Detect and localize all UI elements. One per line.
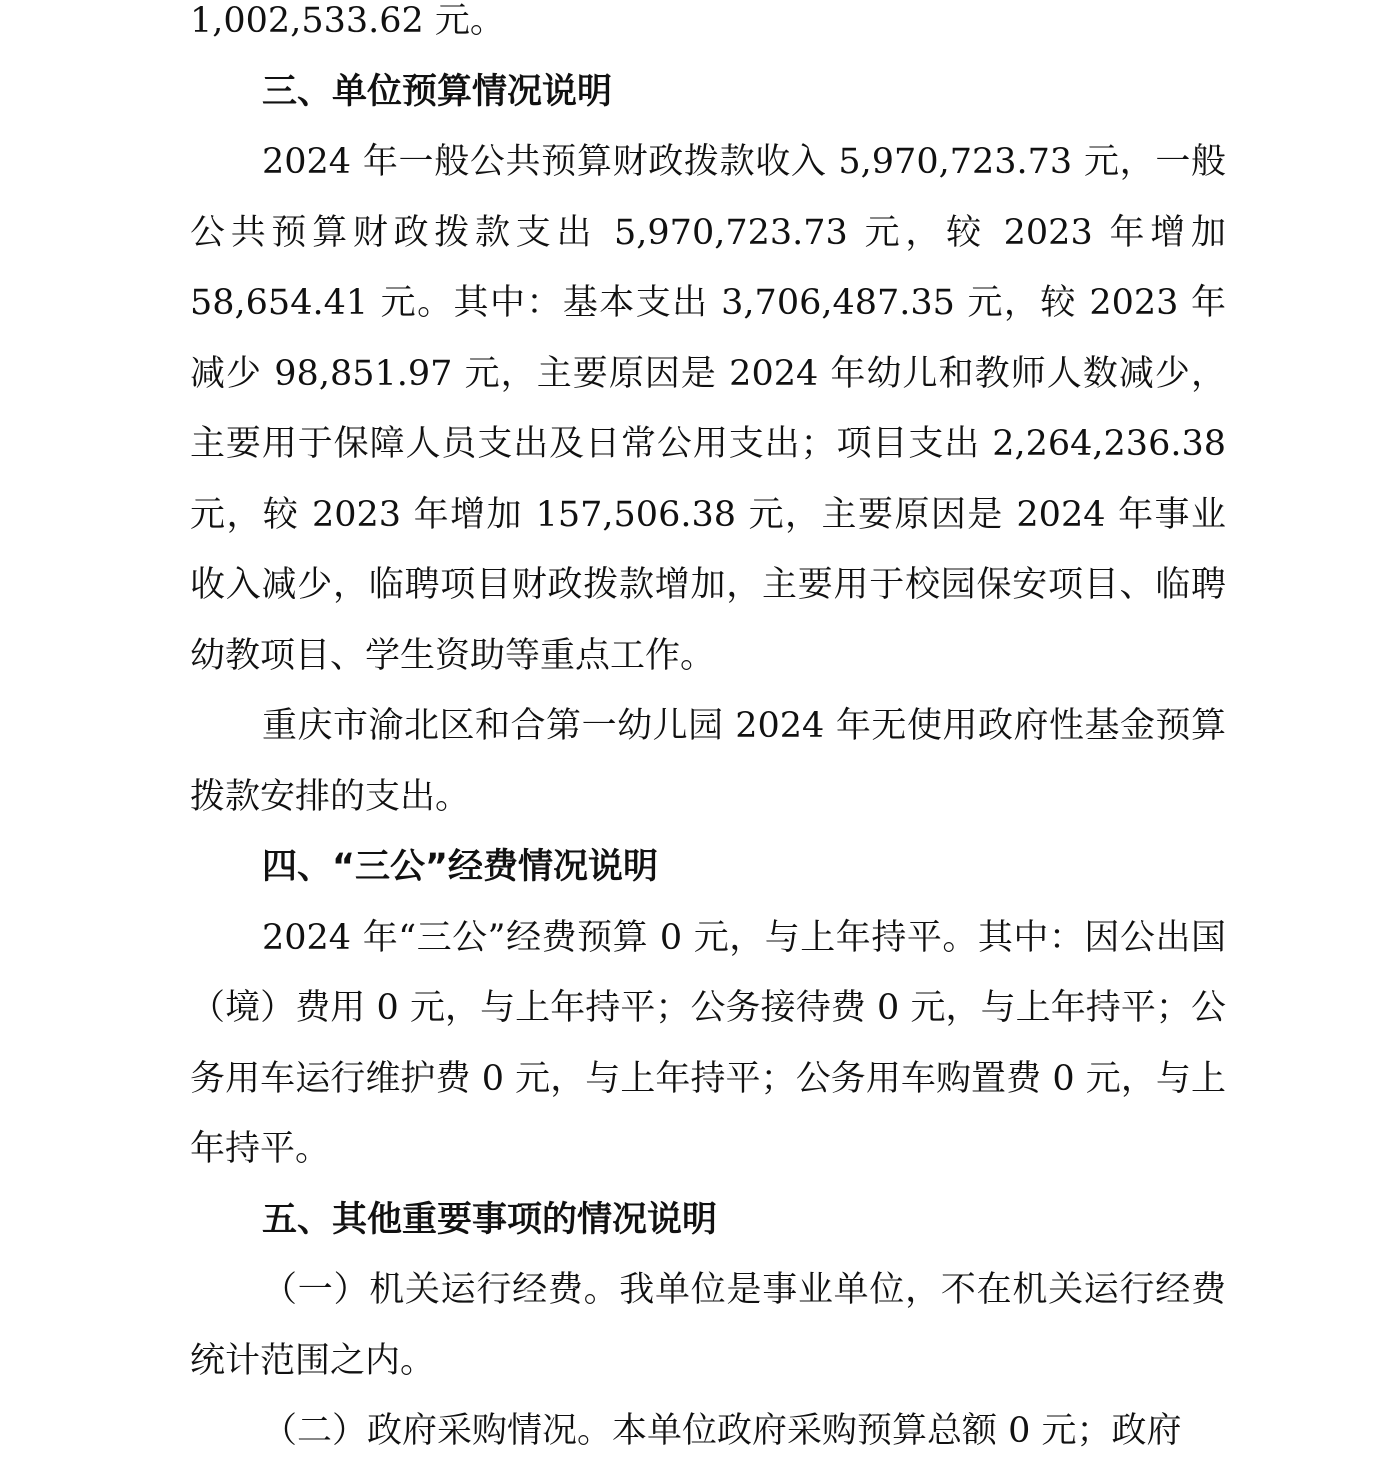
- section-heading-4: 四、“三公”经费情况说明: [262, 847, 659, 887]
- paragraph-continuation: 1,002,533.62 元。: [190, 1, 505, 41]
- section-heading-3: 三、单位预算情况说明: [262, 71, 613, 112]
- paragraph-government-fund: 重庆市渝北区和合第一幼儿园 2024 年无使用政府性基金预算拨款安排的支出。: [190, 706, 1226, 817]
- paragraph-item-1: （一）机关运行经费。我单位是事业单位，不在机关运行经费统计范围之内。: [190, 1270, 1226, 1381]
- section-heading-5: 五、其他重要事项的情况说明: [262, 1199, 718, 1240]
- paragraph-budget-overview: 2024 年一般公共预算财政拨款收入 5,970,723.73 元，一般公共预算财政拨款支出 5,970,723.73 元，较 2023 年增加 58,654.41 元。其中：基本支出 3,706,487.35 元，较 2023 年减少 98,851.97 元，主要原因是 2024 年幼儿和教师人数减少，主要用于保障人员支出及日常公用支出；项目支出 2,264,236.38 元，较 2023 年增加 157,506.38 元，主要原因是 2024 年事业收入减少，临聘项目财政拨款增加，主要用于校园保安项目、临聘幼教项目、学生资助等重点工作。: [190, 142, 1226, 676]
- paragraph-three-public-expenses: 2024 年“三公”经费预算 0 元，与上年持平。其中：因公出国（境）费用 0 元，与上年持平；公务接待费 0 元，与上年持平；公务用车运行维护费 0 元，与上年持平；公务用车购置费 0 元，与上年持平。: [190, 917, 1226, 1169]
- document-page: [190, 0, 1226, 1467]
- paragraph-item-2: （二）政府采购情况。本单位政府采购预算总额 0 元；政府: [262, 1411, 1182, 1451]
